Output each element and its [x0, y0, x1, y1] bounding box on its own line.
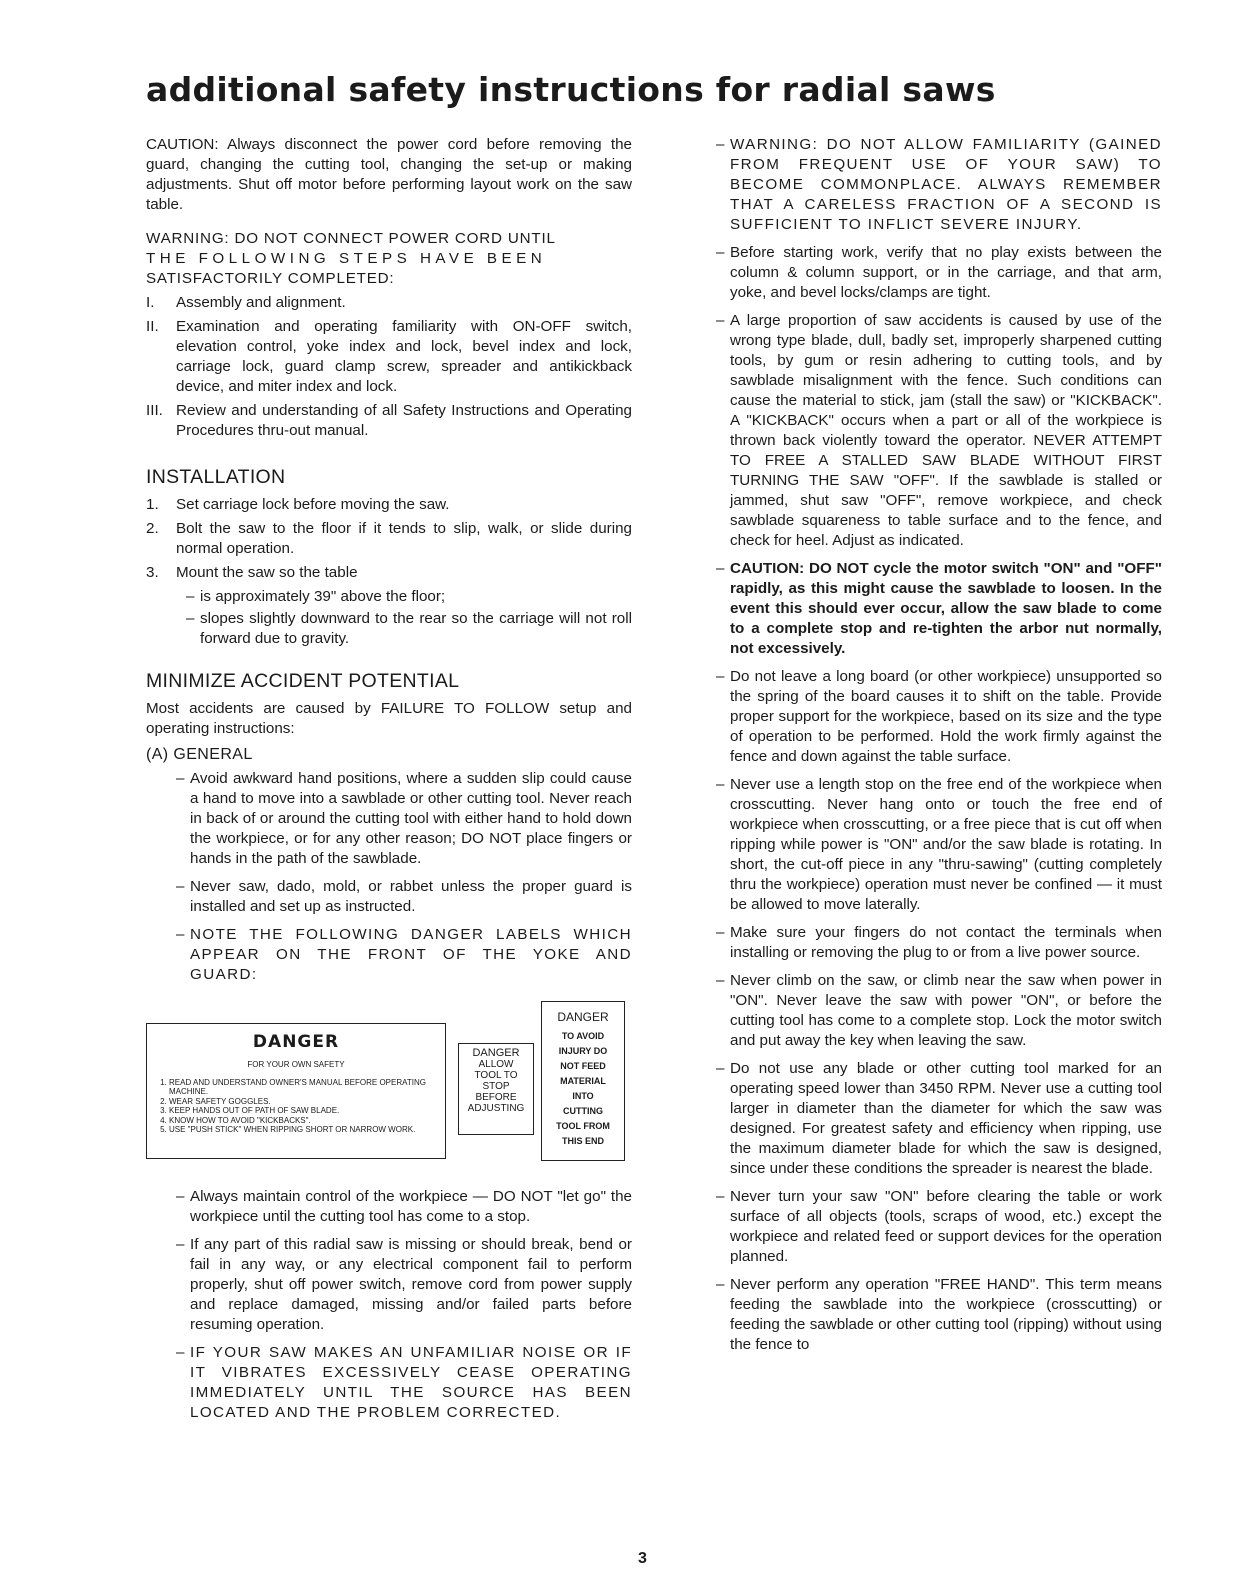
safety-item: – Before starting work, verify that no play exists between the column & column support, or in the carriage, and that arm, yoke, and bevel locks/clamps are tight.: [716, 244, 1162, 301]
install-item: 1. Set carriage lock before moving the saw.: [146, 496, 450, 513]
danger-label-line: TOOL TO: [474, 1070, 518, 1081]
minimize-intro: Most accidents are caused by FAILURE TO FOLLOW setup and operating instructions:: [146, 700, 632, 737]
danger-label-owner-safety: [146, 1023, 446, 1159]
danger-label-list: [157, 1078, 435, 1135]
general-item: – Always maintain control of the workpiece — DO NOT "let go" the workpiece until the cutting tool has come to a stop.: [176, 1188, 632, 1225]
safety-item: – Make sure your fingers do not contact the terminals when installing or removing the plug to or from a live power source.: [716, 924, 1162, 961]
danger-label-item: 5. USE "PUSH STICK" WHEN RIPPING SHORT OR NARROW WORK.: [169, 1125, 435, 1135]
right-column: [716, 135, 1162, 1363]
warning-block: [146, 229, 632, 289]
danger-label-line: STOP: [482, 1081, 510, 1092]
install-item: 3. Mount the saw so the table: [146, 564, 358, 581]
danger-label-line: BEFORE: [475, 1092, 517, 1103]
danger-label-line: INTO: [572, 1091, 594, 1101]
danger-label-item: 3. KEEP HANDS OUT OF PATH OF SAW BLADE.: [169, 1106, 435, 1116]
danger-label-adjusting: [458, 1043, 534, 1135]
general-item: – If any part of this radial saw is missing or should break, bend or fail in any way, or any electrical component fail to perform properly, shut off power switch, remove cord from power supply and replace damaged, missing and/or failed parts before resuming operation.: [176, 1236, 632, 1333]
general-item: – IF YOUR SAW MAKES AN UNFAMILIAR NOISE OR IF IT VIBRATES EXCESSIVELY CEASE OPERATING IMMEDIATELY UNTIL THE SOURCE HAS BEEN LOCATED AND THE PROBLEM CORRECTED.: [176, 1344, 632, 1421]
general-item: – Never saw, dado, mold, or rabbet unless the proper guard is installed and set up as instructed.: [176, 878, 632, 915]
safety-item: – Never perform any operation "FREE HAND". This term means feeding the sawblade into the workpiece (crosscutting) or feeding the sawblade or other cutting tool (ripping) without using the fence to: [716, 1276, 1162, 1353]
general-item: – Avoid awkward hand positions, where a sudden slip could cause a hand to move into a sawblade or other cutting tool. Never reach in back of or around the cutting tool with either hand to hold down the workpiece, or for any other reason; DO NOT place fingers or hands in the path of the sawblade.: [176, 770, 632, 867]
danger-label-line: DANGER: [472, 1047, 520, 1059]
danger-label-heading: DANGER: [252, 1032, 340, 1052]
page-title: additional safety instructions for radial saws: [146, 70, 996, 109]
warning-line-1: WARNING: DO NOT CONNECT POWER CORD UNTIL: [146, 230, 556, 247]
safety-item: – Do not use any blade or other cutting tool marked for an operating speed lower than 3450 RPM. Never use a cutting tool larger in diameter than the diameter for which the saw was designed. For greatest safety and efficiency when ripping, use the maximum diameter blade for which the saw is designed, since under these conditions the spreader is nearest the blade.: [716, 1060, 1162, 1177]
danger-label-item: 2. WEAR SAFETY GOGGLES.: [169, 1097, 435, 1107]
danger-label-subheading: FOR YOUR OWN SAFETY: [247, 1060, 345, 1069]
warning-line-2: THE FOLLOWING STEPS HAVE BEEN: [146, 250, 547, 267]
danger-label-line: ALLOW: [478, 1059, 514, 1070]
safety-item: – Never use a length stop on the free end of the workpiece when crosscutting. Never hang onto or touch the free end of workpiece when crosscutting, or a free piece that is cut off when ripping while power is "ON" and/or the saw blade is rotating. In short, the cut-off piece in any "thru-sawing" (cutting completely thru the workpiece) operation must never be confined — it must be allowed to move laterally.: [716, 776, 1162, 913]
page-number: 3: [638, 1550, 647, 1567]
install-subitem: – slopes slightly downward to the rear so the carriage will not roll forward due to gravity.: [186, 610, 632, 647]
danger-label-item: 4. KNOW HOW TO AVOID "KICKBACKS".: [169, 1116, 435, 1126]
safety-item: – Do not leave a long board (or other workpiece) unsupported so the spring of the board causes it to shift on the table. Provide proper support for the workpiece, based on its size and the type of operation to be performed. Hold the work firmly against the fence and down against the table surface.: [716, 668, 1162, 765]
safety-item: – Never climb on the saw, or climb near the saw when power in "ON". Never leave the saw with power "ON", or before the cutting tool has come to a complete stop. Lock the motor switch and put away the key when leaving the saw.: [716, 972, 1162, 1049]
safety-item: – A large proportion of saw accidents is caused by use of the wrong type blade, dull, badly set, improperly sharpened cutting tools, by gum or resin adhering to cutting tools, and by sawblade misalignment with the fence. Such conditions can cause the material to stick, jam (stall the saw) or "KICKBACK". A "KICKBACK" occurs when a part or all of the workpiece is thrown back violently toward the operator. NEVER ATTEMPT TO FREE A STALLED SAW BLADE WITHOUT FIRST TURNING THE SAW "OFF". If the sawblade is stalled or jammed, shut saw "OFF", remove workpiece, and check sawblade squareness to table surface and to the fence, and check for heel. Adjust as indicated.: [716, 312, 1162, 549]
danger-label-line: DANGER: [557, 1010, 609, 1024]
danger-label-line: MATERIAL: [560, 1076, 606, 1086]
general-heading: (A) GENERAL: [146, 746, 253, 763]
warning-line-3: SATISFACTORILY COMPLETED:: [146, 270, 395, 287]
danger-label-line: ADJUSTING: [467, 1103, 525, 1114]
left-column: [146, 135, 632, 1431]
warning-familiarity: – WARNING: DO NOT ALLOW FAMILIARITY (GAINED FROM FREQUENT USE OF YOUR SAW) TO BECOME COMMONPLACE. ALWAYS REMEMBER THAT A CARELESS FRACTION OF A SECOND IS SUFFICIENT TO INFLICT SEVERE INJURY.: [716, 136, 1162, 233]
minimize-heading: MINIMIZE ACCIDENT POTENTIAL: [146, 670, 460, 692]
danger-label-line: TO AVOID: [561, 1031, 605, 1041]
step-item: II. Examination and operating familiarity with ON-OFF switch, elevation control, yoke index and lock, bevel index and lock, carriage lock, guard clamp screw, spreader and antikickback device, and miter index and lock.: [146, 318, 632, 395]
danger-label-line: INJURY DO: [558, 1046, 608, 1056]
safety-item: – CAUTION: DO NOT cycle the motor switch "ON" and "OFF" rapidly, as this might cause the sawblade to loosen. In the event this should ever occur, allow the saw blade to come to a complete stop and re-tighten the arbor nut normally, not excessively.: [716, 560, 1162, 657]
install-subitem: – is approximately 39" above the floor;: [186, 588, 446, 605]
danger-label-feed: [541, 1001, 625, 1161]
danger-label-line: NOT FEED: [560, 1061, 606, 1071]
danger-label-line: THIS END: [561, 1136, 604, 1146]
danger-label-item: 1. READ AND UNDERSTAND OWNER'S MANUAL BEFORE OPERATING MACHINE.: [169, 1078, 435, 1097]
danger-label-line: TOOL FROM: [556, 1121, 610, 1131]
danger-label-line: CUTTING: [563, 1106, 603, 1116]
general-item: – NOTE THE FOLLOWING DANGER LABELS WHICH APPEAR ON THE FRONT OF THE YOKE AND GUARD:: [176, 926, 632, 983]
danger-labels: [146, 1001, 632, 1151]
installation-heading: INSTALLATION: [146, 466, 286, 488]
step-item: III. Review and understanding of all Safety Instructions and Operating Procedures thru-out manual.: [146, 402, 632, 439]
caution-paragraph: CAUTION: Always disconnect the power cord before removing the guard, changing the cutting tool, changing the set-up or making adjustments. Shut off motor before performing layout work on the saw table.: [146, 136, 632, 213]
install-item: 2. Bolt the saw to the floor if it tends to slip, walk, or slide during normal operation.: [146, 520, 632, 557]
safety-item: – Never turn your saw "ON" before clearing the table or work surface of all objects (tools, scraps of wood, etc.) except the workpiece and related feed or support devices for the operation planned.: [716, 1188, 1162, 1265]
step-item: I. Assembly and alignment.: [146, 294, 346, 311]
